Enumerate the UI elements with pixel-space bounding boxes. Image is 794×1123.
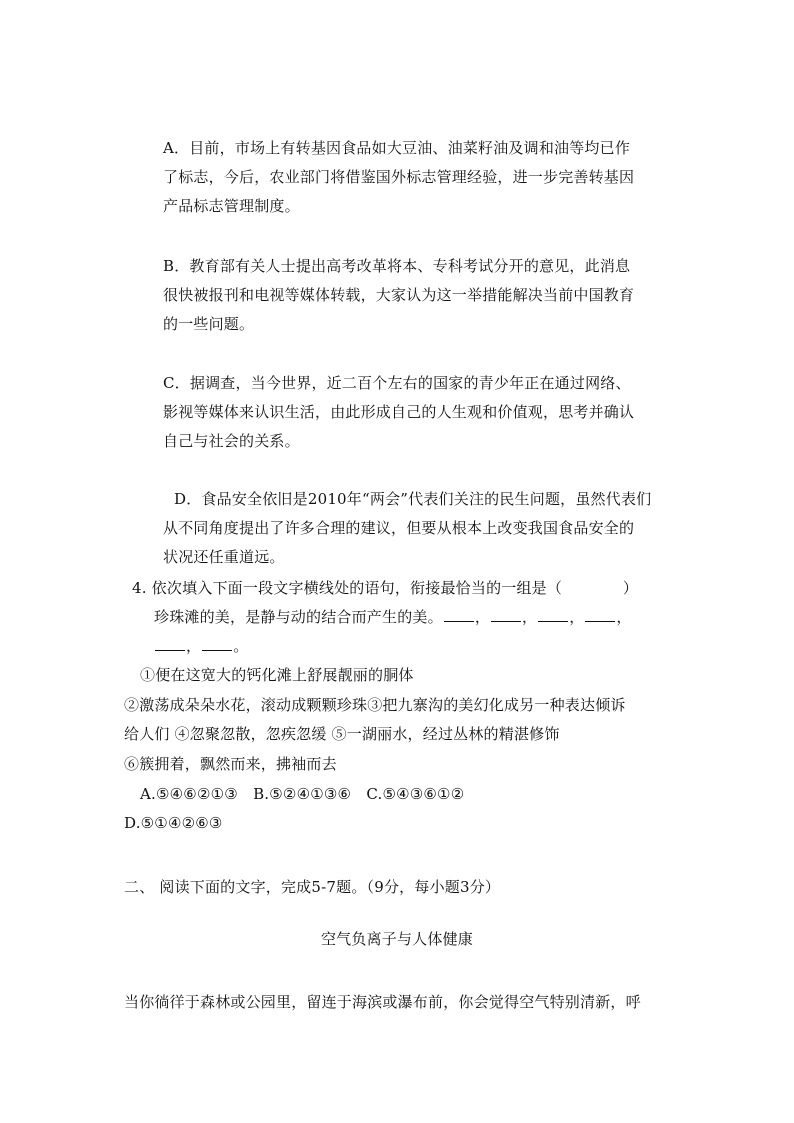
option-c-line-1: C．据调查，当今世界，近二百个左右的国家的青少年正在通过网络、 <box>163 374 631 392</box>
answer-choices-abc: A.⑤④⑥②①③ B.⑤②④①③⑥ C.⑤④③⑥①② <box>140 785 465 803</box>
period: 。 <box>233 637 249 655</box>
answer-blank-5[interactable] <box>155 636 185 651</box>
passage-title: 空气负离子与人体健康 <box>320 930 473 948</box>
sentence-6: ⑥簇拥着，飘然而来，拂袖而去 <box>124 755 337 773</box>
option-b-line-2: 很快被报刊和电视等媒体转载，大家认为这一举措能解决当前中国教育 <box>163 286 635 304</box>
sentence-1: ①便在这宽大的钙化滩上舒展靓丽的胴体 <box>140 666 414 684</box>
option-d-line-2: 从不同角度提出了许多合理的建议，但要从根本上改变我国食品安全的 <box>163 519 635 537</box>
answer-choice-d: D.⑤①④②⑥③ <box>124 814 223 832</box>
answer-blank-3[interactable] <box>538 607 568 622</box>
option-d-line-3: 状况还任重道远。 <box>163 548 285 566</box>
answer-blank-2[interactable] <box>491 607 521 622</box>
answer-blank-1[interactable] <box>444 607 474 622</box>
question-4-stem: 4. 依次填入下面一段文字横线处的语句，衔接最恰当的一组是（ ） <box>132 579 639 597</box>
option-a-line-1: A．目前，市场上有转基因食品如大豆油、油菜籽油及调和油等均已作 <box>163 139 631 157</box>
comma: ， <box>569 608 585 626</box>
option-c-line-3: 自己与社会的关系。 <box>163 432 300 450</box>
comma: ， <box>474 608 491 626</box>
option-d-line-1: D．食品安全依旧是2010年“两会”代表们关注的民生问题，虽然代表们 <box>174 490 652 508</box>
option-b-line-3: 的一些问题。 <box>163 315 255 333</box>
comma: ， <box>522 608 538 626</box>
question-4-lead-line <box>154 607 632 627</box>
comma: ， <box>186 637 202 655</box>
question-4-blank-line <box>154 636 248 656</box>
answer-blank-4[interactable] <box>585 607 615 622</box>
comma: ， <box>616 608 632 626</box>
section-2-heading: 二、 阅读下面的文字，完成5-7题。（9分，每小题3分） <box>124 878 501 896</box>
option-b-line-1: B．教育部有关人士提出高考改革将本、专科考试分开的意见，此消息 <box>163 257 631 275</box>
sentences-4-5: 给人们 ④忽聚忽散，忽疾忽缓 ⑤一湖丽水，经过丛林的精湛修饰 <box>124 725 560 743</box>
option-a-line-3: 产品标志管理制度。 <box>163 197 300 215</box>
answer-blank-6[interactable] <box>202 636 232 651</box>
passage-first-line: 当你徜徉于森林或公园里，留连于海滨或瀑布前，你会觉得空气特别清新，呼 <box>124 993 641 1011</box>
option-c-line-2: 影视等媒体来认识生活，由此形成自己的人生观和价值观，思考并确认 <box>163 403 635 421</box>
sentences-2-3: ②激荡成朵朵水花，滚动成颗颗珍珠③把九寨沟的美幻化成另一种表达倾诉 <box>124 696 626 714</box>
question-4-lead: 珍珠滩的美，是静与动的结合而产生的美。 <box>154 608 443 626</box>
option-a-line-2: 了标志，今后，农业部门将借鉴国外标志管理经验，进一步完善转基因 <box>163 168 635 186</box>
